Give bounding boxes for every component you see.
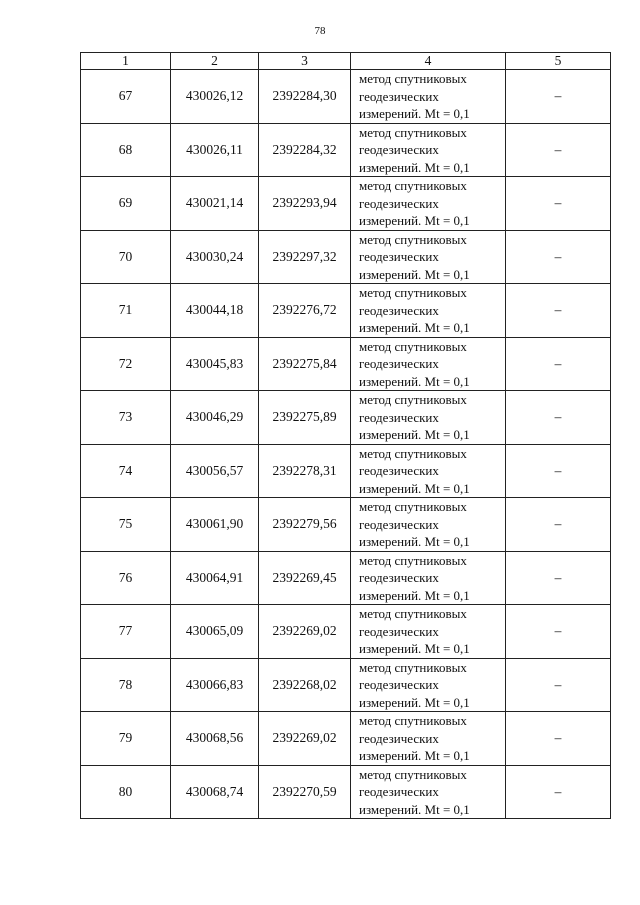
method-text-line: геодезических bbox=[359, 249, 439, 264]
method-text-line: метод спутниковых bbox=[359, 713, 467, 728]
method-text-line: измерений. Mt = 0,1 bbox=[359, 373, 470, 389]
method-text-line: измерений. Mt = 0,1 bbox=[359, 266, 470, 282]
method-text-line: измерений. Mt = 0,1 bbox=[359, 427, 470, 442]
method-text-line: метод спутниковых bbox=[359, 231, 467, 247]
point-number-cell: 73 bbox=[81, 391, 171, 445]
note-text: – bbox=[554, 783, 562, 799]
method-text-line: измерений. Mt = 0,1 bbox=[359, 159, 470, 175]
method-text-line: геодезических bbox=[359, 623, 439, 639]
method-text-line: измерений. Mt = 0,1 bbox=[359, 694, 470, 710]
x-coordinate-cell: 430026,12 bbox=[171, 70, 259, 124]
x-coordinate-cell: 430068,56 bbox=[171, 712, 259, 766]
note-text: – bbox=[554, 195, 562, 211]
x-coordinate-cell: 430045,83 bbox=[171, 337, 259, 391]
table-row bbox=[81, 230, 611, 284]
method-text-line: измерений. Mt = 0,1 bbox=[359, 320, 470, 335]
table-row bbox=[81, 284, 611, 338]
table-row bbox=[81, 712, 611, 766]
method-text-line: измерений. Mt = 0,1 bbox=[359, 748, 470, 763]
y-coordinate-cell: 2392276,72 bbox=[259, 284, 351, 338]
method-text-line: геодезических bbox=[359, 302, 439, 318]
method-text-line: геодезических bbox=[359, 195, 439, 211]
method-text-line: геодезических bbox=[359, 142, 439, 157]
x-coordinate-cell: 430068,74 bbox=[171, 765, 259, 819]
method-text-line: метод спутниковых bbox=[359, 606, 467, 621]
method-cell bbox=[351, 605, 506, 659]
table-row bbox=[81, 765, 611, 819]
x-coordinate-cell: 430026,11 bbox=[171, 123, 259, 177]
point-number-cell: 68 bbox=[81, 123, 171, 177]
method-text-line: метод спутниковых bbox=[359, 659, 467, 675]
note-text: – bbox=[554, 730, 562, 746]
method-cell bbox=[351, 177, 506, 231]
note-cell bbox=[506, 658, 611, 712]
x-coordinate-cell: 430030,24 bbox=[171, 230, 259, 284]
method-text-line: метод спутниковых bbox=[359, 124, 467, 140]
y-coordinate-cell: 2392293,94 bbox=[259, 177, 351, 231]
x-coordinate-cell: 430021,14 bbox=[171, 177, 259, 231]
point-number-cell: 74 bbox=[81, 444, 171, 498]
y-coordinate-cell: 2392269,02 bbox=[259, 605, 351, 659]
column-header-2: 2 bbox=[171, 53, 259, 70]
x-coordinate-cell: 430061,90 bbox=[171, 498, 259, 552]
note-cell bbox=[506, 70, 611, 124]
note-cell bbox=[506, 337, 611, 391]
y-coordinate-cell: 2392279,56 bbox=[259, 498, 351, 552]
note-cell bbox=[506, 765, 611, 819]
y-coordinate-cell: 2392269,45 bbox=[259, 551, 351, 605]
note-cell bbox=[506, 391, 611, 445]
y-coordinate-cell: 2392268,02 bbox=[259, 658, 351, 712]
method-text-line: геодезических bbox=[359, 570, 439, 585]
method-text-line: геодезических bbox=[359, 516, 439, 532]
table-row bbox=[81, 337, 611, 391]
table-row bbox=[81, 551, 611, 605]
column-header-4: 4 bbox=[351, 53, 506, 70]
point-number-cell: 78 bbox=[81, 658, 171, 712]
point-number-cell: 72 bbox=[81, 337, 171, 391]
method-text-line: геодезических bbox=[359, 784, 439, 799]
y-coordinate-cell: 2392284,30 bbox=[259, 70, 351, 124]
note-cell bbox=[506, 712, 611, 766]
table-row bbox=[81, 70, 611, 124]
y-coordinate-cell: 2392278,31 bbox=[259, 444, 351, 498]
table-body bbox=[81, 70, 611, 819]
method-cell bbox=[351, 230, 506, 284]
note-cell bbox=[506, 230, 611, 284]
column-header-5: 5 bbox=[506, 53, 611, 70]
note-text: – bbox=[554, 569, 562, 585]
method-text-line: метод спутниковых bbox=[359, 766, 467, 782]
note-cell bbox=[506, 444, 611, 498]
method-cell bbox=[351, 444, 506, 498]
note-cell bbox=[506, 551, 611, 605]
table-header-row bbox=[81, 53, 611, 70]
method-text-line: метод спутниковых bbox=[359, 71, 467, 86]
note-text: – bbox=[554, 88, 562, 104]
method-text-line: метод спутниковых bbox=[359, 338, 467, 354]
table-row bbox=[81, 444, 611, 498]
method-cell bbox=[351, 765, 506, 819]
method-text-line: геодезических bbox=[359, 356, 439, 371]
method-cell bbox=[351, 498, 506, 552]
method-cell bbox=[351, 337, 506, 391]
method-cell bbox=[351, 123, 506, 177]
note-cell bbox=[506, 284, 611, 338]
column-header-1: 1 bbox=[81, 53, 171, 70]
note-text: – bbox=[554, 141, 562, 157]
method-text-line: геодезических bbox=[359, 463, 439, 478]
method-text-line: измерений. Mt = 0,1 bbox=[359, 801, 470, 817]
method-text-line: метод спутниковых bbox=[359, 499, 467, 514]
method-text-line: метод спутниковых bbox=[359, 552, 467, 568]
table-row bbox=[81, 177, 611, 231]
method-text-line: метод спутниковых bbox=[359, 285, 467, 300]
x-coordinate-cell: 430046,29 bbox=[171, 391, 259, 445]
y-coordinate-cell: 2392297,32 bbox=[259, 230, 351, 284]
method-text-line: метод спутниковых bbox=[359, 178, 467, 193]
point-number-cell: 67 bbox=[81, 70, 171, 124]
method-text-line: измерений. Mt = 0,1 bbox=[359, 106, 470, 121]
method-cell bbox=[351, 712, 506, 766]
note-text: – bbox=[554, 409, 562, 425]
note-cell bbox=[506, 177, 611, 231]
method-cell bbox=[351, 284, 506, 338]
point-number-cell: 70 bbox=[81, 230, 171, 284]
point-number-cell: 75 bbox=[81, 498, 171, 552]
x-coordinate-cell: 430064,91 bbox=[171, 551, 259, 605]
note-text: – bbox=[554, 355, 562, 371]
method-text-line: измерений. Mt = 0,1 bbox=[359, 213, 470, 228]
method-text-line: метод спутниковых bbox=[359, 392, 467, 407]
method-cell bbox=[351, 391, 506, 445]
note-cell bbox=[506, 498, 611, 552]
method-text-line: измерений. Mt = 0,1 bbox=[359, 480, 470, 496]
point-number-cell: 71 bbox=[81, 284, 171, 338]
note-text: – bbox=[554, 248, 562, 264]
note-cell bbox=[506, 605, 611, 659]
y-coordinate-cell: 2392275,84 bbox=[259, 337, 351, 391]
note-text: – bbox=[554, 676, 562, 692]
point-number-cell: 77 bbox=[81, 605, 171, 659]
page-number: 78 bbox=[314, 25, 326, 37]
point-number-cell: 80 bbox=[81, 765, 171, 819]
method-text-line: геодезических bbox=[359, 88, 439, 104]
table-row bbox=[81, 391, 611, 445]
note-cell bbox=[506, 123, 611, 177]
y-coordinate-cell: 2392275,89 bbox=[259, 391, 351, 445]
method-text-line: геодезических bbox=[359, 730, 439, 746]
point-number-cell: 79 bbox=[81, 712, 171, 766]
coordinates-table bbox=[80, 52, 611, 819]
method-text-line: измерений. Mt = 0,1 bbox=[359, 587, 470, 603]
method-text-line: метод спутниковых bbox=[359, 445, 467, 461]
method-text-line: измерений. Mt = 0,1 bbox=[359, 641, 470, 656]
note-text: – bbox=[554, 462, 562, 478]
table-row bbox=[81, 498, 611, 552]
y-coordinate-cell: 2392270,59 bbox=[259, 765, 351, 819]
method-text-line: геодезических bbox=[359, 677, 439, 692]
point-number-cell: 69 bbox=[81, 177, 171, 231]
note-text: – bbox=[554, 516, 562, 532]
method-cell bbox=[351, 70, 506, 124]
method-cell bbox=[351, 551, 506, 605]
method-text-line: геодезических bbox=[359, 409, 439, 425]
point-number-cell: 76 bbox=[81, 551, 171, 605]
table-row bbox=[81, 658, 611, 712]
y-coordinate-cell: 2392269,02 bbox=[259, 712, 351, 766]
method-text-line: измерений. Mt = 0,1 bbox=[359, 534, 470, 549]
note-text: – bbox=[554, 623, 562, 639]
note-text: – bbox=[554, 302, 562, 318]
table-row bbox=[81, 605, 611, 659]
y-coordinate-cell: 2392284,32 bbox=[259, 123, 351, 177]
x-coordinate-cell: 430044,18 bbox=[171, 284, 259, 338]
x-coordinate-cell: 430056,57 bbox=[171, 444, 259, 498]
table-row bbox=[81, 123, 611, 177]
x-coordinate-cell: 430066,83 bbox=[171, 658, 259, 712]
x-coordinate-cell: 430065,09 bbox=[171, 605, 259, 659]
method-cell bbox=[351, 658, 506, 712]
column-header-3: 3 bbox=[259, 53, 351, 70]
